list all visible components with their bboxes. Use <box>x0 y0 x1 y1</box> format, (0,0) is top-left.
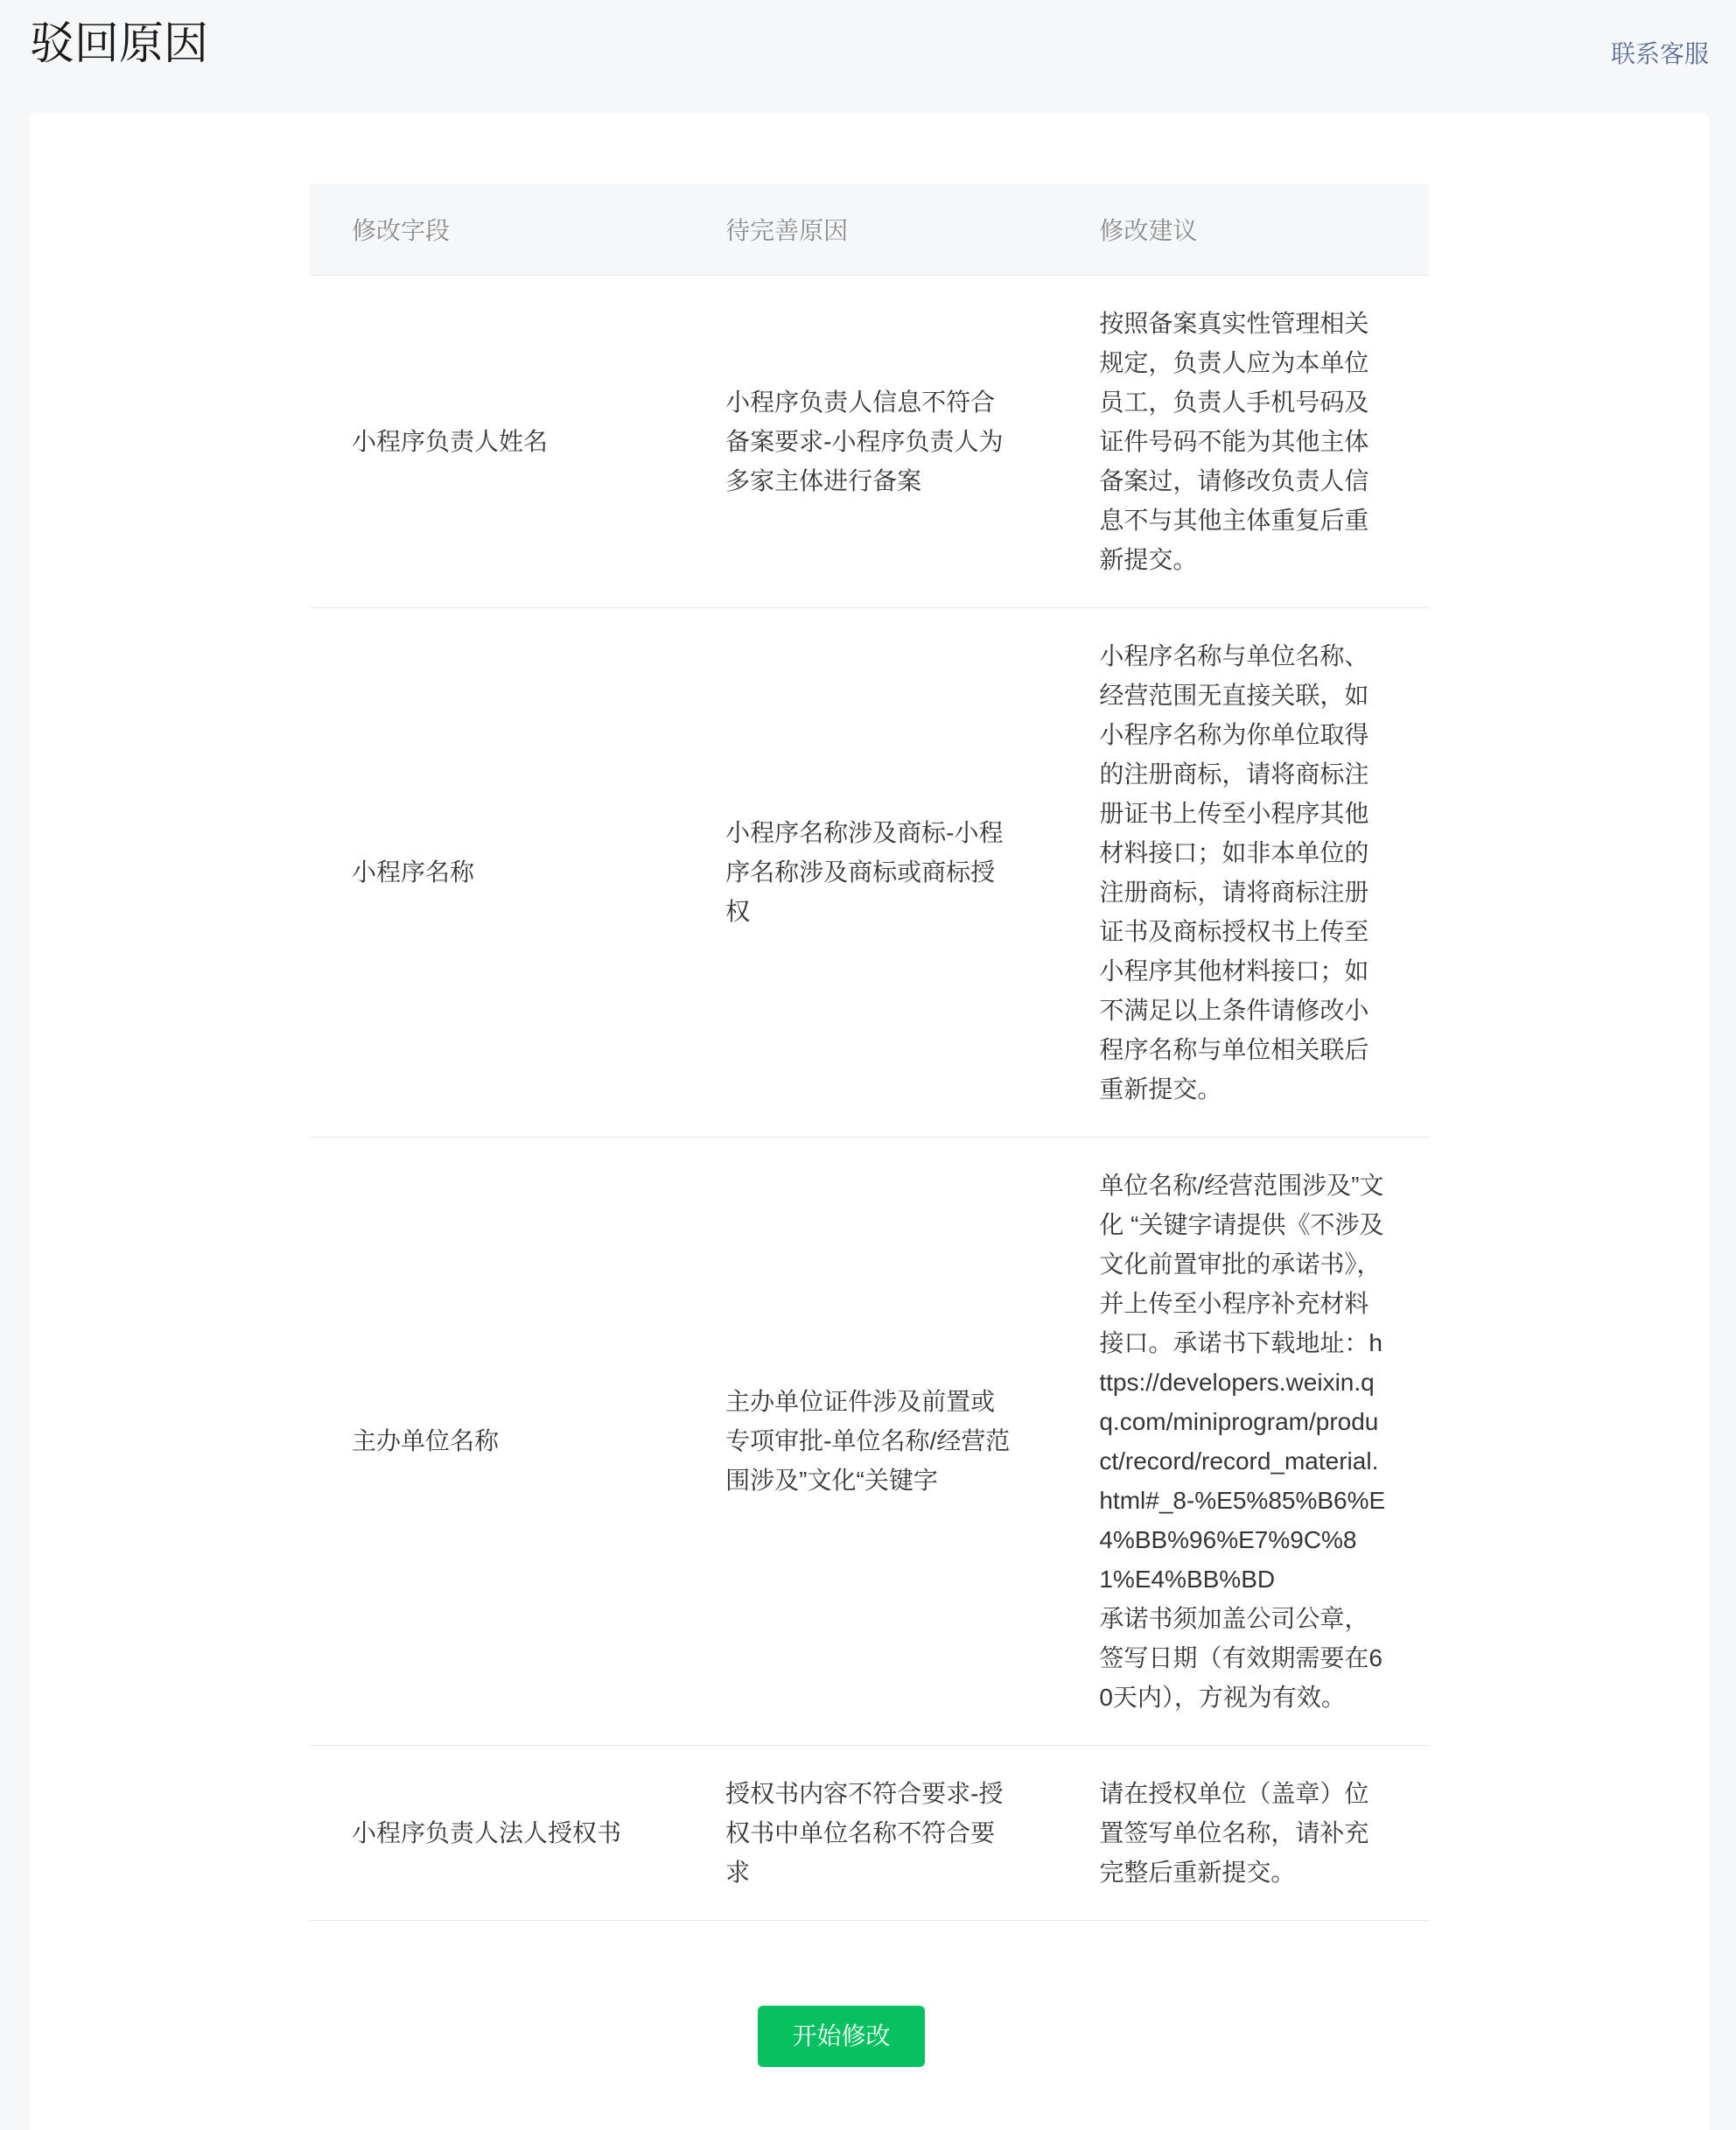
page-title: 驳回原因 <box>30 18 209 68</box>
cell-reason: 小程序名称涉及商标-小程序名称涉及商标或商标授权 <box>683 607 1057 1137</box>
cell-field: 小程序负责人姓名 <box>310 275 683 607</box>
cell-suggestion: 单位名称/经营范围涉及”文化 “关键字请提供《不涉及文化前置审批的承诺书》，并上传至小程序补充材料接口。承诺书下载地址：https://developers.weixin.qq.com/miniprogram/product/record/record_material.html#_8-%E5%85%B6%E4%BB%96%E7%9C%81%E4%BB%BD 承诺书须加盖公司公章， 签写日期（有效期需要在60天内），方视为有效。 <box>1057 1137 1429 1745</box>
table-row <box>310 1137 1429 1745</box>
cell-suggestion: 小程序名称与单位名称、经营范围无直接关联，如小程序名称为你单位取得的注册商标，请将商标注册证书上传至小程序其他材料接口；如非本单位的注册商标，请将商标注册证书及商标授权书上传至小程序其他材料接口；如不满足以上条件请修改小程序名称与单位相关联后重新提交。 <box>1057 607 1429 1137</box>
header-reason: 待完善原因 <box>683 184 1057 275</box>
cell-reason: 授权书内容不符合要求-授权书中单位名称不符合要求 <box>683 1745 1057 1920</box>
table-header-row <box>310 184 1429 275</box>
table-row <box>310 1745 1429 1920</box>
rejection-table <box>310 184 1429 1921</box>
cell-suggestion: 请在授权单位（盖章）位置签写单位名称，请补充完整后重新提交。 <box>1057 1745 1429 1920</box>
cell-reason: 小程序负责人信息不符合备案要求-小程序负责人为多家主体进行备案 <box>683 275 1057 607</box>
main-card <box>30 113 1709 2130</box>
table-row <box>310 607 1429 1137</box>
cell-reason: 主办单位证件涉及前置或专项审批-单位名称/经营范围涉及”文化“关键字 <box>683 1137 1057 1745</box>
start-modify-button[interactable]: 开始修改 <box>758 2006 925 2067</box>
cell-field: 小程序负责人法人授权书 <box>310 1745 683 1920</box>
cell-suggestion: 按照备案真实性管理相关规定，负责人应为本单位员工，负责人手机号码及证件号码不能为其他主体备案过，请修改负责人信息不与其他主体重复后重新提交。 <box>1057 275 1429 607</box>
header-suggestion: 修改建议 <box>1057 184 1429 275</box>
contact-support-link[interactable]: 联系客服 <box>1610 40 1709 67</box>
cell-field: 主办单位名称 <box>310 1137 683 1745</box>
header-field: 修改字段 <box>310 184 683 275</box>
table-row <box>310 275 1429 607</box>
cell-field: 小程序名称 <box>310 607 683 1137</box>
action-bar <box>30 2006 1709 2067</box>
